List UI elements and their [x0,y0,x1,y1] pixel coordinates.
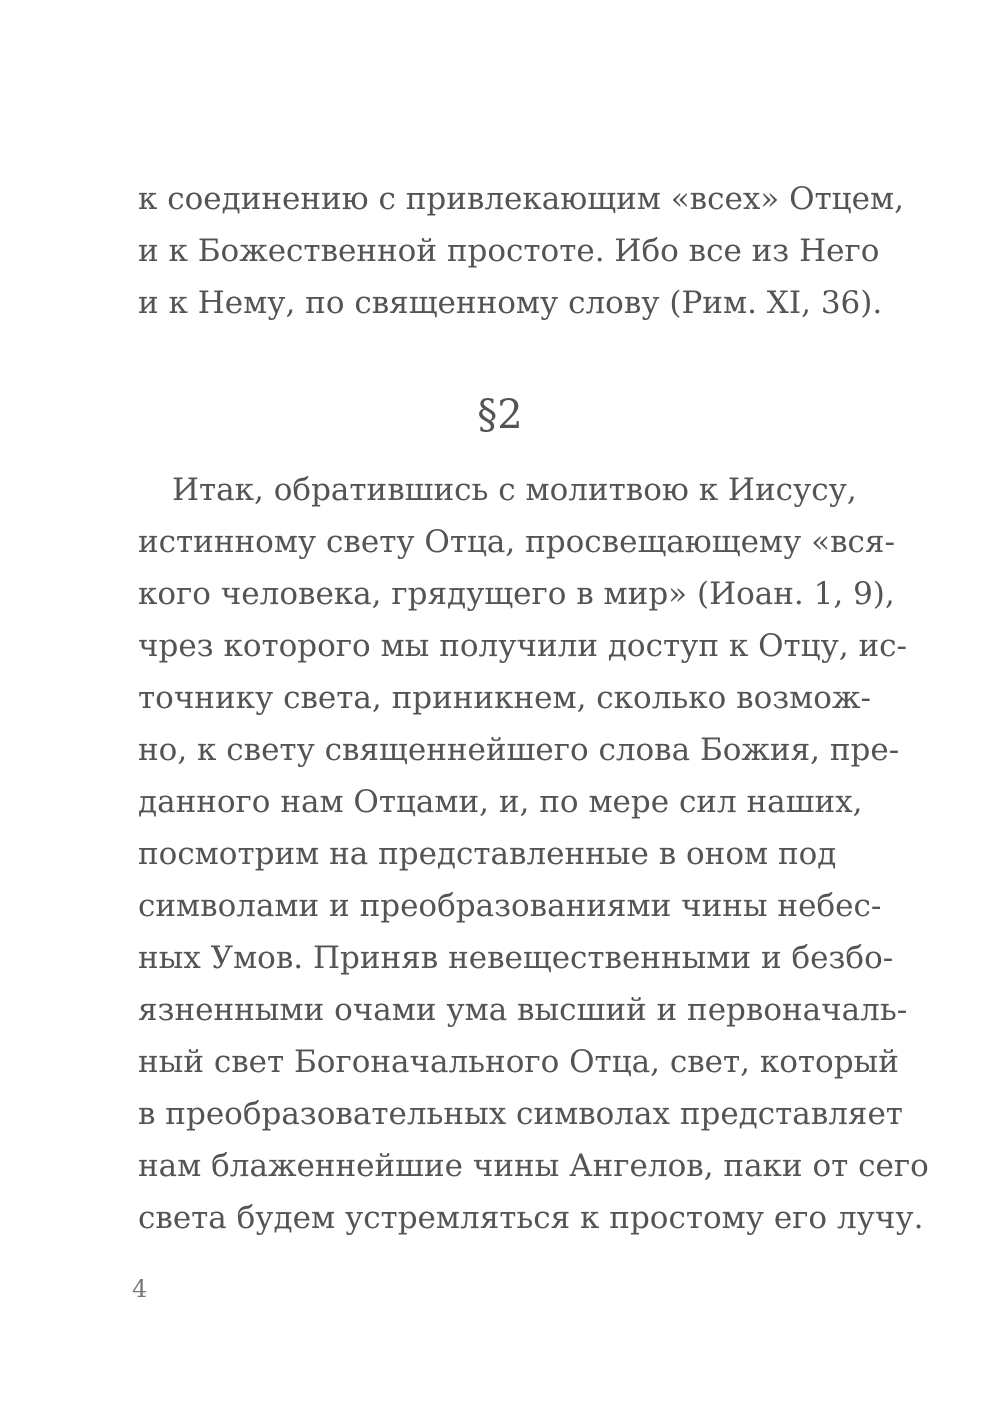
text-line: символами и преобразованиями чины небес- [138,888,882,924]
text-line: ных Умов. Приняв невещественными и безбо- [138,940,894,976]
text-line: язненными очами ума высший и первоначаль- [138,992,908,1028]
text-line: в преобразовательных символах представляет [138,1096,903,1132]
text-line: к соединению с привлекающим «всех» Отцем, [138,181,904,217]
text-line: точнику света, приникнем, сколько возмож- [138,680,871,716]
text-line: истинному свету Отца, просвещающему «вся- [138,524,895,560]
text-line: чрез которого мы получили доступ к Отцу, ис- [138,628,908,664]
text-line: нам блаженнейшие чины Ангелов, паки от сего [138,1148,929,1184]
text-line: и к Нему, по священному слову (Рим. XI, 36). [138,285,883,321]
text-line: Итак, обратившись с молитвою к Иисусу, [172,472,857,508]
page-number: 4 [132,1275,148,1303]
text-line: и к Божественной простоте. Ибо все из Него [138,233,880,269]
text-line: но, к свету священнейшего слова Божия, пре- [138,732,900,768]
text-line: посмотрим на представленные в оном под [138,836,837,872]
intro-paragraph [138,173,904,329]
section-paragraph [138,464,929,1244]
section-heading: §2 [477,392,523,438]
text-line: данного нам Отцами, и, по мере сил наших, [138,784,863,820]
text-line: ный свет Богоначального Отца, свет, который [138,1044,899,1080]
text-line: света будем устремляться к простому его лучу. [138,1200,924,1236]
text-line: кого человека, грядущего в мир» (Иоан. 1, 9), [138,576,895,612]
